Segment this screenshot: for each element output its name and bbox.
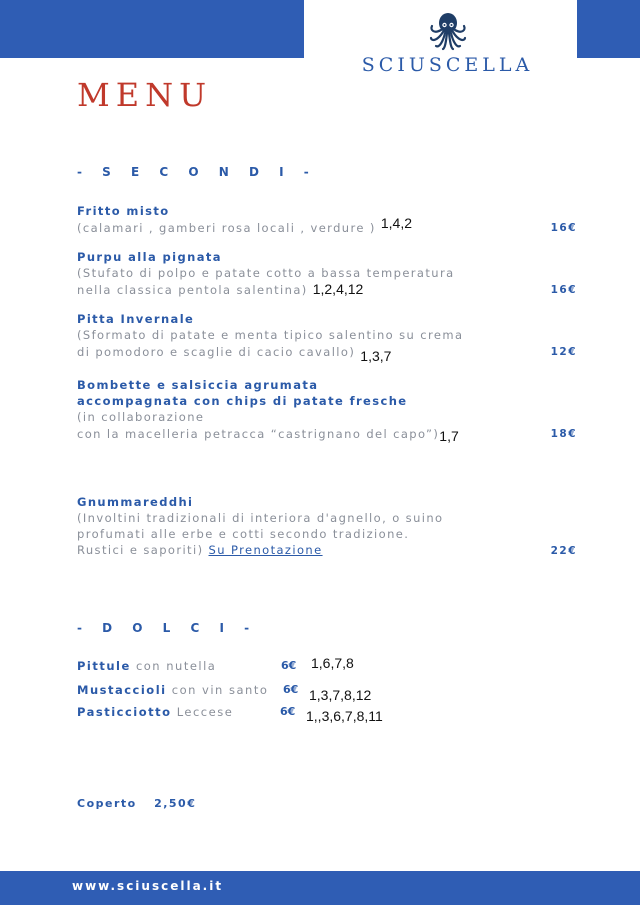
- item-name: Mustaccioli: [77, 683, 167, 697]
- section-heading-secondi: - S E C O N D I -: [77, 165, 317, 179]
- item-description: con vin santo: [166, 683, 269, 697]
- cover-charge: [77, 797, 196, 810]
- menu-item: [77, 203, 577, 236]
- header-band-left: [0, 0, 304, 58]
- footer-band: [0, 871, 640, 905]
- item-price: 6€: [283, 683, 299, 696]
- menu-item: [77, 377, 577, 442]
- item-description: (calamari , gamberi rosa locali , verdure ): [77, 221, 376, 235]
- dessert-item: [77, 705, 233, 719]
- logo: [340, 12, 555, 76]
- item-price: 18€: [550, 428, 577, 440]
- page-title: MENU: [77, 76, 213, 114]
- item-description: con la macelleria petracca “castrignano del capo”): [77, 427, 440, 441]
- item-description: (Stufato di polpo e patate cotto a bassa temperatura: [77, 266, 455, 280]
- item-name: Pasticciotto: [77, 705, 172, 719]
- item-description: con nutella: [130, 659, 217, 673]
- item-name: Pitta Invernale: [77, 312, 195, 326]
- allergen-codes: 1,4,2: [380, 215, 412, 231]
- item-description: (Involtini tradizionali di interiora d'agnello, o suino: [77, 511, 444, 525]
- allergen-codes: 1,3,7,8,12: [309, 687, 372, 703]
- item-price: 6€: [280, 705, 296, 718]
- section-heading-dolci: - D O L C I -: [77, 621, 258, 635]
- item-description: (in collaborazione: [77, 410, 205, 424]
- cover-charge-price: 2,50€: [154, 797, 197, 810]
- item-description: profumati alle erbe e cotti secondo tradizione.: [77, 527, 410, 541]
- brand-name: SCIUSCELLA: [361, 54, 534, 76]
- menu-item: [77, 249, 577, 298]
- item-price: 16€: [550, 222, 577, 234]
- item-name-line2: accompagnata con chips di patate fresche: [77, 394, 408, 408]
- item-description: Leccese: [171, 705, 234, 719]
- item-description: nella classica pentola salentina): [77, 283, 308, 297]
- item-name: Pittule: [77, 659, 131, 673]
- dessert-item: [77, 659, 216, 673]
- item-name: Fritto misto: [77, 204, 170, 218]
- menu-item: [77, 494, 577, 558]
- item-name: Purpu alla pignata: [77, 250, 222, 264]
- cover-charge-label: Coperto: [77, 797, 137, 810]
- item-price: 12€: [550, 346, 577, 358]
- allergen-codes: 1,7: [439, 428, 459, 444]
- item-description: di pomodoro e scaglie di cacio cavallo): [77, 345, 356, 359]
- item-name: Bombette e salsiccia agrumata: [77, 378, 319, 392]
- reservation-link[interactable]: Su Prenotazione: [208, 543, 323, 557]
- item-description: (Sformato di patate e menta tipico salentino su crema: [77, 328, 464, 342]
- item-description: Rustici e saporiti): [77, 543, 204, 557]
- menu-item: [77, 311, 577, 364]
- allergen-codes: 1,,3,6,7,8,11: [306, 708, 383, 724]
- item-price: 22€: [550, 545, 577, 557]
- allergen-codes: 1,3,7: [360, 348, 392, 364]
- dessert-item: [77, 683, 268, 697]
- header-band-right: [577, 0, 640, 58]
- item-name: Gnummareddhi: [77, 495, 194, 509]
- item-price: 6€: [281, 659, 297, 672]
- octopus-icon: [426, 12, 470, 52]
- website-link[interactable]: www.sciuscella.it: [72, 879, 224, 893]
- allergen-codes: 1,2,4,12: [312, 281, 364, 297]
- item-price: 16€: [550, 284, 577, 296]
- allergen-codes: 1,6,7,8: [311, 655, 354, 671]
